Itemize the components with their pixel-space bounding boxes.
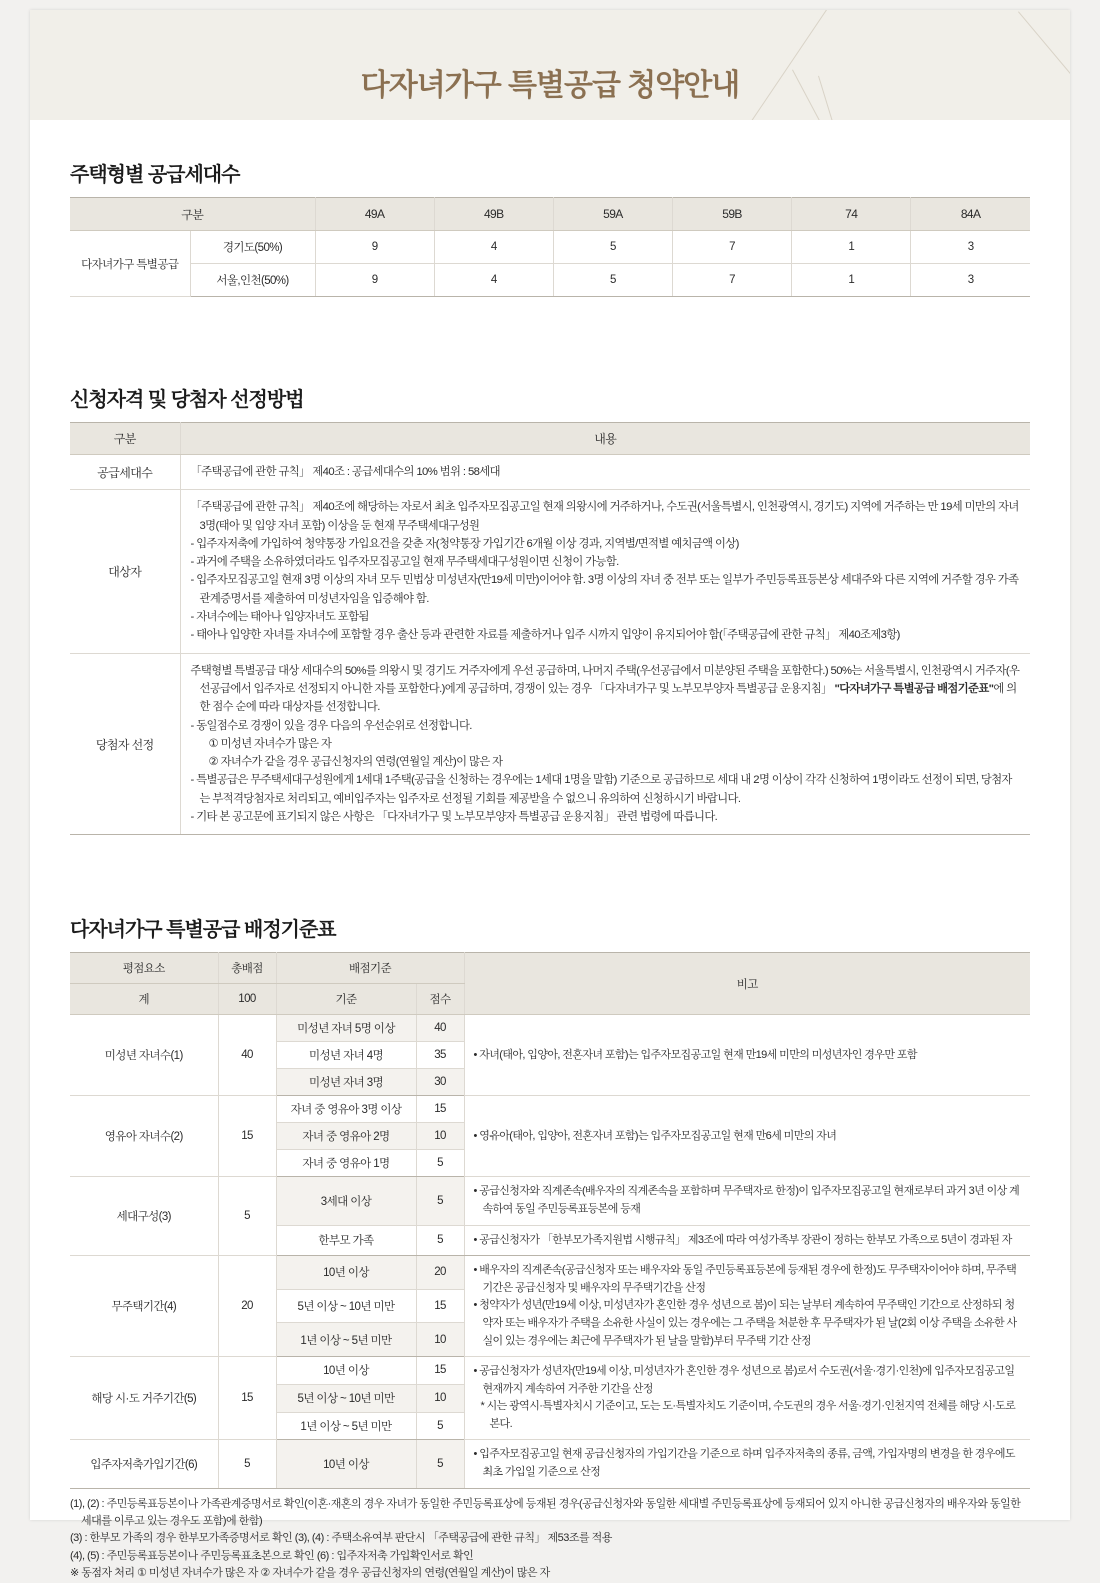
table-row: [70, 653, 1030, 835]
qualification-line: - 기타 본 공고문에 표기되지 않은 사항은 「다자녀가구 및 노부모부양자 특별공급 운용지침」 관련 법령에 따릅니다.: [190, 811, 718, 824]
scoring-score: 35: [416, 1042, 464, 1069]
supply-value-cell: 7: [672, 264, 791, 297]
scoring-score: 5: [416, 1177, 464, 1225]
scoring-standard: 자녀 중 영유아 1명: [276, 1150, 416, 1177]
scoring-remark: [464, 1256, 1030, 1357]
supply-value-cell: 5: [553, 231, 672, 264]
footnote: (3) : 한부모 가족의 경우 한부모가족증명서로 확인 (3), (4) : 주택소유여부 판단시 「주택공급에 관한 규칙」 제53조를 적용: [70, 1532, 612, 1545]
section-title-scoring: 다자녀가구 특별공급 배정기준표: [70, 919, 336, 942]
supply-col-type: 49B: [434, 198, 553, 231]
qualification-line: - 입주자저축에 가입하여 청약통장 가입요건을 갖춘 자(청약통장 가입기간 6개월 이상 경과, 지역별/면적별 예치금액 이상): [190, 537, 739, 550]
scoring-total: 15: [218, 1357, 276, 1440]
section-title-supply: 주택형별 공급세대수: [70, 164, 240, 186]
section-scoring: [30, 913, 1070, 1582]
table-row: [70, 1440, 1030, 1488]
scoring-score: 15: [416, 1357, 464, 1385]
scoring-standard: 자녀 중 영유아 3명 이상: [276, 1096, 416, 1123]
scoring-factor: 해당 시·도 거주기간(5): [70, 1357, 218, 1440]
qualification-line: ① 미성년 자녀수가 많은 자: [208, 737, 332, 750]
scoring-factor: 세대구성(3): [70, 1177, 218, 1256]
document-page: [30, 10, 1070, 1580]
supply-col-type: 59B: [672, 198, 791, 231]
scoring-remark: [464, 1225, 1030, 1256]
scoring-score: 20: [416, 1256, 464, 1290]
qualification-col-content: 내용: [180, 423, 1030, 455]
scoring-remark: [464, 1357, 1030, 1440]
scoring-remark-line: * 시는 광역시·특별자치시 기준이고, 도는 도·특별자치도 기준이며, 수도권의 경우 서울·경기·인천지역 전체를 해당 시·도로 본다.: [480, 1400, 1016, 1430]
table-row: [70, 490, 1030, 653]
scoring-total: 15: [218, 1096, 276, 1177]
scoring-remark-line: • 입주자모집공고일 현재 공급신청자의 가입기간을 기준으로 하며 입주자저축의 종류, 금액, 가입자명의 변경을 한 경우에도 최초 가입일 기준으로 산정: [473, 1448, 1015, 1479]
page-header: [30, 10, 1070, 120]
supply-col-type: 74: [792, 198, 911, 231]
scoring-score: 40: [416, 1015, 464, 1042]
scoring-remark-line: • 공급신청자와 직계존속(배우자의 직계존속을 포함하며 무주택자로 한정)이 입주자모집공고일 현재로부터 과거 3년 이상 계속하여 동일 주민등록표등본에 등재: [473, 1185, 1020, 1215]
scoring-standard: 3세대 이상: [276, 1177, 416, 1225]
scoring-col-remark: 비고: [464, 953, 1030, 1015]
scoring-col-factor: 평점요소: [70, 953, 218, 984]
scoring-standard: 10년 이상: [276, 1440, 416, 1488]
table-row: [70, 1096, 1030, 1123]
supply-value-cell: 4: [434, 264, 553, 297]
scoring-standard: 1년 이상 ~ 5년 미만: [276, 1412, 416, 1440]
table-row: [70, 1177, 1030, 1225]
scoring-standard: 미성년 자녀 4명: [276, 1042, 416, 1069]
qualification-row-content: [180, 455, 1030, 490]
scoring-head-total-value: 100: [218, 984, 276, 1015]
supply-table: [70, 197, 1030, 297]
qualification-line: - 자녀수에는 태아나 입양자녀도 포함됨: [190, 611, 369, 624]
supply-value-cell: 7: [672, 231, 791, 264]
supply-header-row: [70, 198, 1030, 231]
qualification-line: - 입주자모집공고일 현재 3명 이상의 자녀 모두 민법상 미성년자(만19세 미만)이어야 함. 3명 이상의 자녀 중 전부 또는 일부가 주민등록표등본상 세대주와 다른 지역에 거주할 경우 가족관계증명서를 제출하여 미성년자임을 입증해야 함.: [190, 574, 1019, 605]
supply-value-cell: 3: [911, 264, 1030, 297]
table-row: [70, 1357, 1030, 1385]
qualification-line: - 태아나 입양한 자녀를 자녀수에 포함할 경우 출산 등과 관련한 자료를 제출하거나 입주 시까지 입양이 유지되어야 함(「주택공급에 관한 규칙」 제40조제3항): [190, 629, 900, 642]
scoring-score: 10: [416, 1323, 464, 1357]
scoring-head-sum: 계: [70, 984, 218, 1015]
scoring-score: 5: [416, 1225, 464, 1256]
qualification-table: [70, 422, 1030, 835]
qualification-row-content: [180, 653, 1030, 835]
scoring-factor: 무주택기간(4): [70, 1256, 218, 1357]
scoring-factor: 입주자저축가입기간(6): [70, 1440, 218, 1488]
scoring-remark-line: • 공급신청자가 성년자(만19세 이상, 미성년자가 혼인한 경우 성년으로 봄)로서 수도권(서울·경기·인천)에 입주자모집공고일 현재까지 계속하여 거주한 기간을 산정: [473, 1365, 1015, 1395]
scoring-score: 5: [416, 1150, 464, 1177]
scoring-head-standard: 기준: [276, 984, 416, 1015]
scoring-footnotes: [70, 1496, 1030, 1583]
qualification-row-content: [180, 490, 1030, 653]
qualification-line: 「주택공급에 관한 규칙」 제40조 : 공급세대수의 10% 범위 : 58세대: [190, 466, 500, 478]
scoring-standard: 미성년 자녀 5명 이상: [276, 1015, 416, 1042]
scoring-remark: [464, 1015, 1030, 1096]
scoring-score: 15: [416, 1096, 464, 1123]
footnote: (4), (5) : 주민등록표등본이나 주민등록표초본으로 확인 (6) : 입주자저축 가입확인서로 확인: [70, 1549, 474, 1562]
scoring-standard: 10년 이상: [276, 1357, 416, 1385]
scoring-standard: 5년 이상 ~ 10년 미만: [276, 1384, 416, 1412]
scoring-remark-line: • 영유아(태아, 입양아, 전혼자녀 포함)는 입주자모집공고일 현재 만6세 미만의 자녀: [473, 1129, 837, 1142]
scoring-standard: 5년 이상 ~ 10년 미만: [276, 1289, 416, 1323]
qualification-row-label: 당첨자 선정: [70, 653, 180, 835]
scoring-standard: 자녀 중 영유아 2명: [276, 1123, 416, 1150]
supply-col-type: 49A: [315, 198, 434, 231]
section-supply: [30, 158, 1070, 297]
table-row: [70, 264, 1030, 297]
scoring-header-row-1: [70, 953, 1030, 984]
supply-col-type: 84A: [911, 198, 1030, 231]
scoring-total: 20: [218, 1256, 276, 1357]
qualification-line: - 동일점수로 경쟁이 있을 경우 다음의 우선순위로 선정합니다.: [190, 719, 472, 732]
scoring-remark-line: • 공급신청자가 「한부모가족지원법 시행규칙」 제3조에 따라 여성가족부 장관이 정하는 한부모 가족으로 5년이 경과된 자: [473, 1233, 1012, 1246]
scoring-remark-line: • 자녀(태아, 입양아, 전혼자녀 포함)는 입주자모집공고일 현재 만19세 미만의 미성년자인 경우만 포함: [473, 1048, 917, 1061]
scoring-remark-line: • 청약자가 성년(만19세 이상, 미성년자가 혼인한 경우 성년으로 봄)이 되는 날부터 계속하여 무주택인 기간으로 산정하되 청약자 또는 배우자가 주택을 소유한 사실이 있는 경우에는 그 주택을 처분한 후 무주택자가 된 날(2회 이상 주택을 소유한 사실이 있는 경우에는 최근에 무주택자가 된 날을 말함)부터 무주택 기간 산정: [473, 1299, 1017, 1347]
scoring-remark: [464, 1177, 1030, 1225]
scoring-standard: 10년 이상: [276, 1256, 416, 1290]
supply-value-cell: 9: [315, 231, 434, 264]
supply-col-type: 59A: [553, 198, 672, 231]
scoring-head-score: 점수: [416, 984, 464, 1015]
scoring-remark-line: • 배우자의 직계존속(공급신청자 또는 배우자와 동일 주민등록표등본에 등재된 경우에 한정)도 무주택자이어야 하며, 무주택기간은 공급신청자 및 배우자의 무주택기간을 산정: [473, 1264, 1017, 1294]
qualification-line: ② 자녀수가 같을 경우 공급신청자의 연령(연월일 계산)이 많은 자: [208, 756, 503, 769]
scoring-score: 30: [416, 1069, 464, 1096]
scoring-standard: 미성년 자녀 3명: [276, 1069, 416, 1096]
scoring-score: 10: [416, 1123, 464, 1150]
section-title-qualification: 신청자격 및 당첨자 선정방법: [70, 389, 304, 411]
table-row: [70, 455, 1030, 490]
qualification-row-label: 대상자: [70, 490, 180, 653]
scoring-remark: [464, 1096, 1030, 1177]
qualification-line: - 과거에 주택을 소유하였더라도 입주자모집공고일 현재 무주택세대구성원이면 신청이 가능함.: [190, 556, 619, 569]
footnote: ※ 동점자 처리 ① 미성년 자녀수가 많은 자 ② 자녀수가 같을 경우 공급신청자의 연령(연월일 계산)이 많은 자: [70, 1567, 550, 1580]
scoring-total: 40: [218, 1015, 276, 1096]
scoring-score: 5: [416, 1440, 464, 1488]
table-row: [70, 1256, 1030, 1290]
supply-col-division: 구분: [70, 198, 315, 231]
scoring-score: 10: [416, 1384, 464, 1412]
qualification-col-division: 구분: [70, 423, 180, 455]
supply-value-cell: 3: [911, 231, 1030, 264]
scoring-table: [70, 952, 1030, 1488]
supply-value-cell: 1: [792, 264, 911, 297]
qualification-line: 「주택공급에 관한 규칙」 제40조에 해당하는 자로서 최초 입주자모집공고일 현재 의왕시에 거주하거나, 수도권(서울특별시, 인천광역시, 경기도) 지역에 거주하는 만 19세 미만의 자녀 3명(태아 및 입양 자녀 포함) 이상을 둔 현재 무주택세대구성원: [190, 501, 1019, 532]
supply-row-label: 다자녀가구 특별공급: [70, 231, 190, 297]
footnote: (1), (2) : 주민등록표등본이나 가족관계증명서로 확인(이혼·재혼의 경우 자녀가 동일한 주민등록표상에 등재된 경우(공급신청자와 동일한 세대별 주민등록표상에 등재되어 있지 아니한 공급신청자의 배우자와 동일한 세대를 이루고 있는 경우도 포함)에 한함): [70, 1497, 1021, 1528]
scoring-standard: 한부모 가족: [276, 1225, 416, 1256]
scoring-col-total: 총배점: [218, 953, 276, 984]
scoring-score: 5: [416, 1412, 464, 1440]
scoring-score: 15: [416, 1289, 464, 1323]
table-row: [70, 1015, 1030, 1042]
supply-region-label: 경기도(50%): [190, 231, 315, 264]
scoring-total: 5: [218, 1177, 276, 1256]
scoring-remark: [464, 1440, 1030, 1488]
scoring-factor: 영유아 자녀수(2): [70, 1096, 218, 1177]
table-row: [70, 231, 1030, 264]
section-qualification: [30, 383, 1070, 835]
scoring-col-criteria: 배점기준: [276, 953, 464, 984]
qualification-emphasis: "다자녀가구 특별공급 배점기준표": [834, 682, 994, 695]
supply-value-cell: 9: [315, 264, 434, 297]
scoring-standard: 1년 이상 ~ 5년 미만: [276, 1323, 416, 1357]
qualification-line: 주택형별 특별공급 대상 세대수의 50%를 의왕시 및 경기도 거주자에게 우선 공급하며, 나머지 주택(우선공급에서 미분양된 주택을 포함한다.) 50%는 서울특별시, 인천광역시 거주자(우선공급에서 입주자로 선정되지 아니한 자를 포함한다.)에게 공급하며, 경쟁이 있는 경우 「다자녀가구 및 노부모부양자 특별공급 운용지침」 "다자녀가구 특별공급 배점기준표"에 의한 점수 순에 따라 대상자를 선정합니다.: [190, 664, 1020, 714]
supply-value-cell: 4: [434, 231, 553, 264]
qualification-header-row: [70, 423, 1030, 455]
scoring-factor: 미성년 자녀수(1): [70, 1015, 218, 1096]
supply-region-label: 서울,인천(50%): [190, 264, 315, 297]
qualification-line: - 특별공급은 무주택세대구성원에게 1세대 1주택(공급을 신청하는 경우에는 1세대 1명을 말함) 기준으로 공급하므로 세대 내 2명 이상이 각각 신청하여 1명이라도 선정이 되면, 당첨자는 부적격당첨자로 처리되고, 예비입주자는 입주자로 선정될 기회를 제공받을 수 없으니 유의하여 신청하시기 바랍니다.: [190, 774, 1012, 805]
qualification-row-label: 공급세대수: [70, 455, 180, 490]
supply-value-cell: 5: [553, 264, 672, 297]
scoring-total: 5: [218, 1440, 276, 1488]
page-title: 다자녀가구 특별공급 청약안내: [360, 69, 740, 102]
supply-value-cell: 1: [792, 231, 911, 264]
